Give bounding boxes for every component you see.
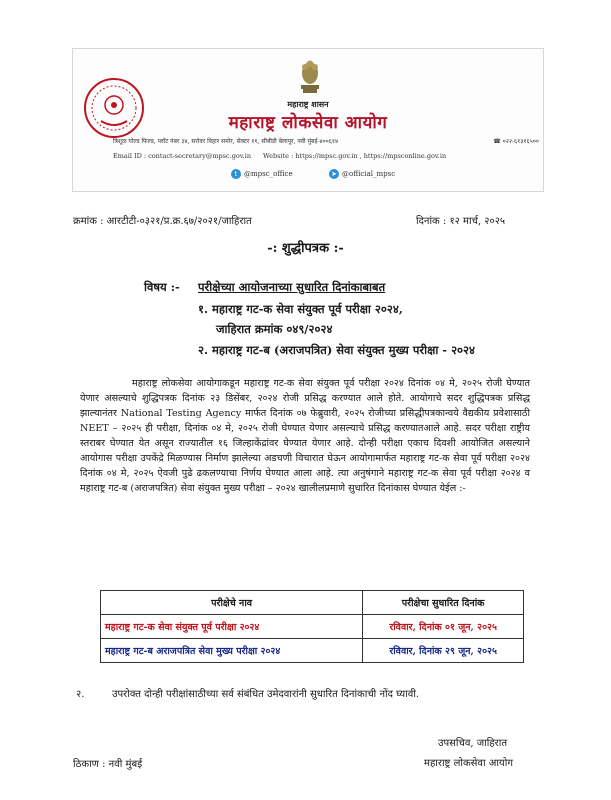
table-row <box>101 615 524 639</box>
exam-date-cell: रविवार, दिनांक २९ जून, २०२५ <box>363 639 524 663</box>
body-paragraph <box>80 376 530 496</box>
subject-line-1: १. महाराष्ट्र गट-क सेवा संयुक्त पूर्व परीक्षा २०२४, <box>198 302 403 316</box>
exam-schedule-table <box>100 590 524 663</box>
letterhead-title: महाराष्ट्र लोकसेवा आयोग <box>228 113 388 133</box>
exam-name-cell: महाराष्ट्र गट-ब अराजपत्रित सेवा मुख्य परीक्षा २०२४ <box>101 639 363 663</box>
phone-number: ☎ ०२२-६१३१६५०० <box>493 138 539 145</box>
national-emblem-icon <box>297 55 323 95</box>
twitter-text: @mpsc_office <box>244 170 293 178</box>
table-row <box>101 639 524 663</box>
letterhead-contact <box>113 152 543 160</box>
exam-date-cell: रविवार, दिनांक ०१ जून, २०२५ <box>363 615 524 639</box>
document-date: दिनांक : १२ मार्च, २०२५ <box>416 216 506 227</box>
place-of-issue: ठिकाण : नवी मुंबई <box>73 759 143 770</box>
telegram-text: @official_mpsc <box>342 170 396 178</box>
reference-number: क्रमांक : आरटीटी-०३२१/प्र.क्र.६७/२०२१/जाहिरात <box>73 216 252 227</box>
point-2-number: २. <box>76 689 85 700</box>
subject-line-2: जाहिरात क्रमांक ०४९/२०२४ <box>216 322 333 336</box>
telegram-icon: ➤ <box>329 169 339 179</box>
table-header: परीक्षेचे नाव <box>101 591 363 615</box>
exam-name-cell: महाराष्ट्र गट-क सेवा संयुक्त पूर्व परीक्षा २०२४ <box>101 615 363 639</box>
phone-text: ०२२-६१३१६५०० <box>502 138 539 145</box>
table-header: परीक्षेचा सुधारित दिनांक <box>363 591 524 615</box>
letterhead <box>72 48 544 192</box>
twitter-handle <box>231 169 293 179</box>
letterhead-government: महाराष्ट्र शासन <box>287 99 329 109</box>
website-text: Website : https://mpsc.gov.in , https://mpsconline.gov.in <box>263 152 447 160</box>
table-header-row <box>101 591 524 615</box>
signatory-office: महाराष्ट्र लोकसेवा आयोग <box>424 758 513 769</box>
email-text: Email ID : contact-secretary@mpsc.gov.in <box>113 152 252 160</box>
document-heading: -: शुद्धीपत्रक :- <box>267 241 344 256</box>
point-2-text: उपरोक्त दोन्ही परीक्षांसाठीच्या सर्व संबंधित उमेदवारांनी सुधारित दिनांकाची नोंद घ्यावी. <box>112 689 420 700</box>
subject-label: विषय :- <box>144 280 180 294</box>
address-text: त्रिशूळ गोल्ड फिल्ड, प्लॉट नंबर ३४, सरोवर विहार समोर, सेक्टर ११, सीबीडी बेलापूर, नवी मुंबई-४००६१४ <box>113 138 339 145</box>
telegram-handle <box>329 169 395 179</box>
subject-text: परीक्षेच्या आयोजनाच्या सुधारित दिनांकाबाबत <box>198 280 386 294</box>
letterhead-address <box>113 137 543 145</box>
twitter-icon: t <box>231 169 241 179</box>
paragraph-text: महाराष्ट्र लोकसेवा आयोगाकडून महाराष्ट्र गट-क सेवा संयुक्त पूर्व परीक्षा २०२४ दिनांक ०४ मे, २०२५ रोजी घेण्यात येणार असल्याचे शुद्धिपत्रक दिनांक २३ डिसेंबर, २०२४ रोजी प्रसिद्ध करण्यात आले होते. आयोगाचे सदर शुद्धिपत्रक प्रसिद्ध झाल्यानंतर National Testing Agency मार्फत दिनांक ०७ फेब्रुवारी, २०२५ रोजीच्या प्रसिद्धीपत्रकान्वये वैद्यकीय प्रवेशासाठी NEET – २०२५ ही परीक्षा, दिनांक ०४ मे, २०२५ रोजी घेण्यात येणार असल्याचे प्रसिद्ध करण्यातआले आहे. सदर परीक्षा राष्ट्रीय स्तराबर घेण्यात येत असून राज्यातील १६ जिल्हाकेंद्रांवर घेण्यात येणार आहे. दोन्ही परीक्षा एकाच दिवशी आयोजित असल्याने आयोगास परीक्षा उपकेंद्रे मिळण्यास निर्माण झालेल्या अडचणी विचारात घेऊन आयोगामार्फत महाराष्ट्र गट-क सेवा पूर्व परीक्षा २०२४ दिनांक ०४ मे, २०२५ ऐवजी पुढे ढकलण्याचा निर्णय घेण्यात आला आहे. त्या अनुषंगाने महाराष्ट्र गट-क सेवा पूर्व परीक्षा २०२४ व महाराष्ट्र गट-ब (अराजपत्रित) सेवा संयुक्त मुख्य परीक्षा – २०२४ खालीलप्रमाणे सुधारित दिनांकास घेण्यात येईल :- <box>80 378 530 494</box>
signatory-designation: उपसचिव, जाहिरात <box>438 738 508 749</box>
subject-line-3: २. महाराष्ट्र गट-ब (अराजपत्रित) सेवा संयुक्त मुख्य परीक्षा - २०२४ <box>198 343 475 357</box>
